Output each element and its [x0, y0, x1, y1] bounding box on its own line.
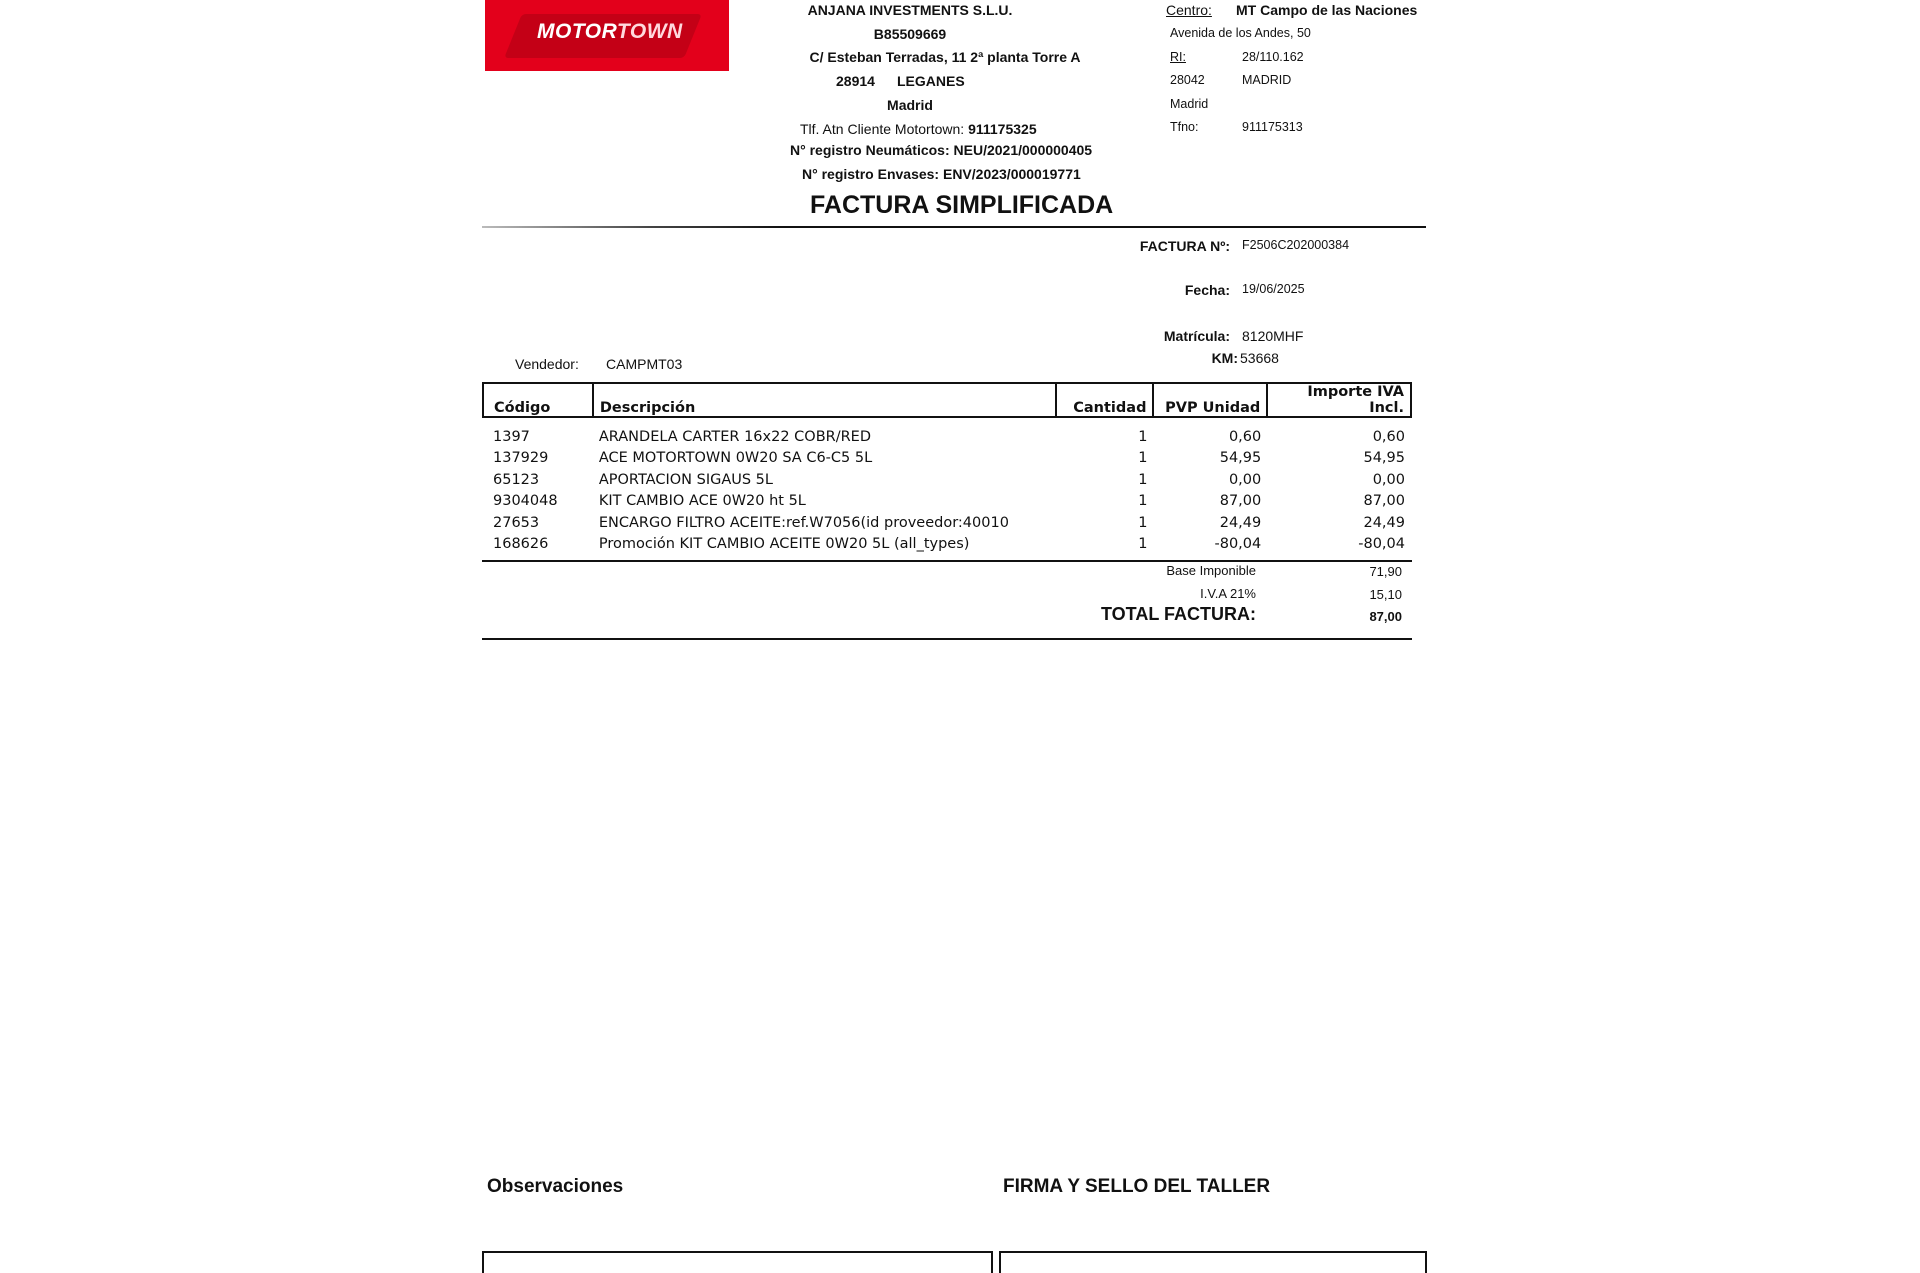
row-amount: 87,00 [1363, 493, 1405, 510]
centre-address: Avenida de los Andes, 50 [1170, 26, 1311, 40]
total-value: 87,00 [1369, 609, 1402, 624]
row-description: Promoción KIT CAMBIO ACEITE 0W20 5L (all_types) [598, 536, 970, 553]
row-quantity: 1 [1138, 471, 1148, 488]
table-row [483, 426, 1411, 448]
row-unit-price: 0,00 [1228, 471, 1262, 488]
row-quantity: 1 [1138, 428, 1148, 445]
row-description: ACE MOTORTOWN 0W20 SA C6-C5 5L [598, 450, 873, 467]
row-code: 1397 [493, 428, 530, 445]
row-code: 137929 [493, 450, 549, 467]
packaging-registry: N° registro Envases: ENV/2023/000019771 [802, 166, 1081, 182]
totals-divider-top [482, 560, 1412, 562]
invoice-number: F2506C202000384 [1242, 238, 1350, 252]
header-unit-price: PVP Unidad [1153, 383, 1267, 417]
row-unit-price: 24,49 [1219, 514, 1262, 531]
base-label: Base Imponible [1166, 563, 1256, 578]
vat-value: 15,10 [1369, 587, 1402, 602]
km-label: KM: [1211, 350, 1238, 366]
plate-label: Matrícula: [1163, 328, 1230, 344]
tyre-registry: N° registro Neumáticos: NEU/2021/000000405 [790, 142, 1093, 158]
row-description: KIT CAMBIO ACE 0W20 ht 5L [598, 493, 806, 510]
company-name: ANJANA INVESTMENTS S.L.U. [807, 2, 1013, 18]
km-value: 53668 [1240, 350, 1279, 366]
row-unit-price: -80,04 [1214, 536, 1262, 553]
customer-phone-label: Tlf. Atn Cliente Motortown: [800, 121, 965, 137]
header-amount: Importe IVA Incl. [1267, 383, 1411, 417]
company-cif: B85509669 [873, 26, 947, 42]
customer-phone: 911175325 [968, 121, 1037, 137]
centre-postal-code: 28042 [1170, 73, 1205, 87]
row-amount: 0,60 [1372, 428, 1405, 445]
row-unit-price: 54,95 [1219, 450, 1262, 467]
invoice-date: 19/06/2025 [1242, 282, 1305, 296]
row-description: APORTACION SIGAUS 5L [598, 471, 773, 488]
motortown-logo [485, 0, 729, 71]
plate-value: 8120MHF [1242, 328, 1304, 344]
centre-phone-label: Tfno: [1170, 120, 1199, 134]
table-row [483, 469, 1411, 491]
row-quantity: 1 [1138, 493, 1148, 510]
base-value: 71,90 [1369, 564, 1402, 579]
vat-label: I.V.A 21% [1200, 586, 1256, 601]
signature-title: FIRMA Y SELLO DEL TALLER [1003, 1176, 1271, 1197]
row-code: 9304048 [493, 493, 558, 510]
row-amount: 0,00 [1372, 471, 1405, 488]
table-header-row [483, 383, 1411, 417]
centre-province: Madrid [1170, 97, 1209, 111]
seller-value: CAMPMT03 [606, 356, 683, 372]
logo-text: MOTORTOWN [537, 20, 683, 43]
row-description: ARANDELA CARTER 16x22 COBR/RED [598, 428, 872, 445]
row-amount: 54,95 [1363, 450, 1405, 467]
customer-phone-line [800, 121, 1037, 137]
table-row [483, 448, 1411, 470]
totals-divider-bottom [482, 638, 1412, 640]
invoice-lines-table [482, 382, 1412, 555]
table-row [483, 534, 1411, 556]
invoice-number-label: FACTURA Nº: [1139, 238, 1230, 254]
total-label: TOTAL FACTURA: [1101, 604, 1256, 624]
observations-box [482, 1251, 993, 1273]
company-city: LEGANES [897, 73, 965, 89]
centre-phone: 911175313 [1242, 120, 1303, 134]
header-quantity: Cantidad [1056, 383, 1154, 417]
centre-ri: 28/110.162 [1242, 50, 1304, 64]
company-postal-code: 28914 [836, 73, 875, 89]
signature-box [999, 1251, 1427, 1273]
title-divider [482, 226, 1426, 228]
centre-ri-label: RI: [1170, 50, 1186, 64]
centre-label: Centro: [1166, 2, 1212, 18]
centre-city: MADRID [1242, 73, 1292, 87]
document-title: FACTURA SIMPLIFICADA [810, 191, 1114, 219]
centre-name: MT Campo de las Naciones [1236, 2, 1418, 18]
company-address: C/ Esteban Terradas, 11 2ª planta Torre A [809, 49, 1081, 65]
row-amount: 24,49 [1363, 514, 1405, 531]
company-province: Madrid [887, 97, 933, 113]
row-description: ENCARGO FILTRO ACEITE:ref.W7056(id proveedor:40010 [598, 514, 1009, 531]
table-row [483, 417, 1411, 426]
row-quantity: 1 [1138, 536, 1148, 553]
header-description: Descripción [593, 383, 1056, 417]
invoice-date-label: Fecha: [1184, 282, 1230, 298]
table-row [483, 512, 1411, 534]
observations-title: Observaciones [487, 1176, 624, 1197]
row-code: 27653 [493, 514, 540, 531]
seller-label: Vendedor: [515, 356, 579, 372]
row-code: 65123 [493, 471, 540, 488]
table-row [483, 491, 1411, 513]
row-quantity: 1 [1138, 450, 1148, 467]
row-quantity: 1 [1138, 514, 1148, 531]
row-unit-price: 87,00 [1219, 493, 1262, 510]
header-code: Código [483, 383, 593, 417]
row-code: 168626 [493, 536, 549, 553]
row-amount: -80,04 [1358, 536, 1405, 553]
row-unit-price: 0,60 [1228, 428, 1262, 445]
